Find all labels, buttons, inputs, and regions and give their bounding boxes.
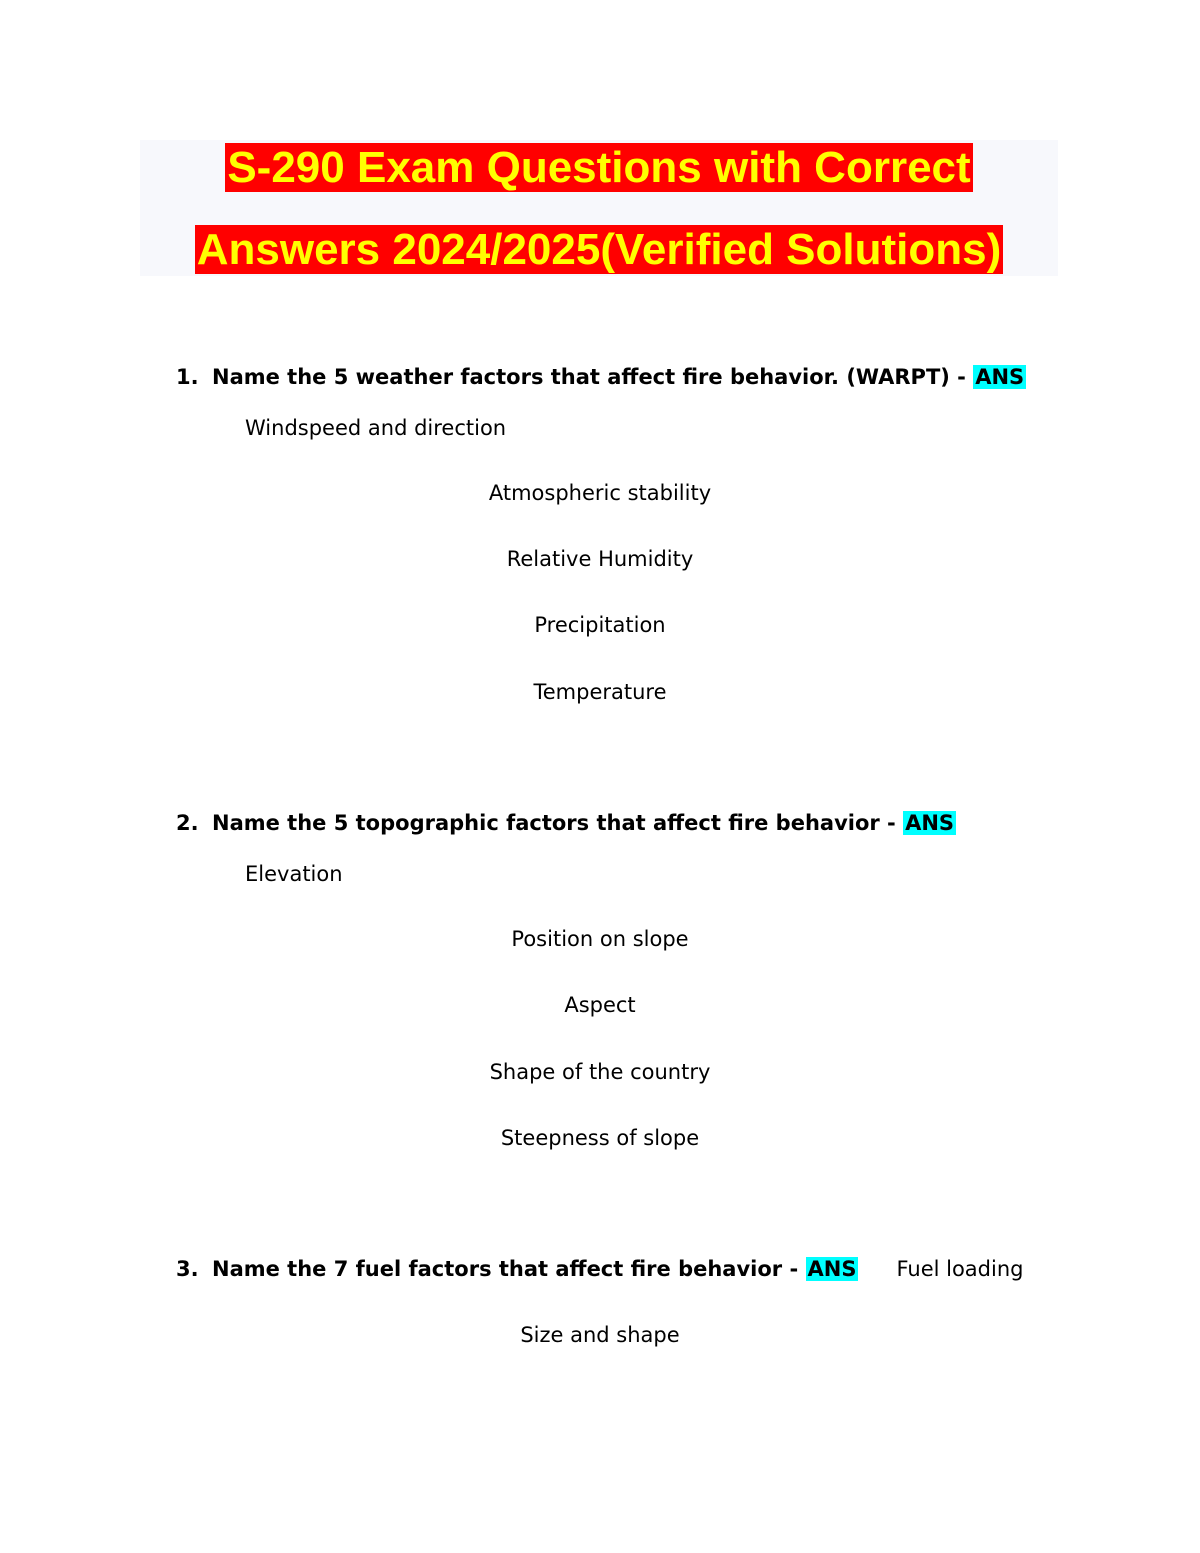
answer-item: Relative Humidity — [506, 547, 694, 571]
ans-label: ANS — [975, 365, 1025, 389]
answer-item: Shape of the country — [489, 1060, 711, 1084]
answer-item: Elevation — [245, 862, 343, 886]
document-title — [140, 140, 1058, 276]
ans-label: ANS — [807, 1257, 857, 1281]
title-line-1: S-290 Exam Questions with Correct — [227, 143, 971, 192]
question-number: 1. — [176, 365, 199, 389]
answer-item: Size and shape — [520, 1323, 680, 1347]
answer-item: Steepness of slope — [500, 1126, 700, 1150]
question-text: Name the 7 fuel factors that affect fire behavior - — [212, 1257, 806, 1281]
answer-item: Temperature — [533, 680, 667, 704]
ans-label: ANS — [905, 811, 955, 835]
question-number: 2. — [176, 811, 199, 835]
question-3 — [176, 1254, 1023, 1284]
question-2 — [176, 808, 956, 838]
answer-item: Windspeed and direction — [245, 416, 507, 440]
title-line-2: Answers 2024/2025(Verified Solutions) — [196, 225, 1002, 274]
answer-item: Fuel loading — [896, 1257, 1024, 1281]
answer-item: Atmospheric stability — [488, 481, 712, 505]
answer-item: Position on slope — [511, 927, 689, 951]
answer-item: Aspect — [564, 993, 636, 1017]
question-number: 3. — [176, 1257, 199, 1281]
question-text: Name the 5 topographic factors that affect fire behavior - — [212, 811, 904, 835]
answer-item: Precipitation — [534, 613, 666, 637]
question-1 — [176, 362, 1026, 392]
question-text: Name the 5 weather factors that affect fire behavior. (WARPT) - — [212, 365, 974, 389]
